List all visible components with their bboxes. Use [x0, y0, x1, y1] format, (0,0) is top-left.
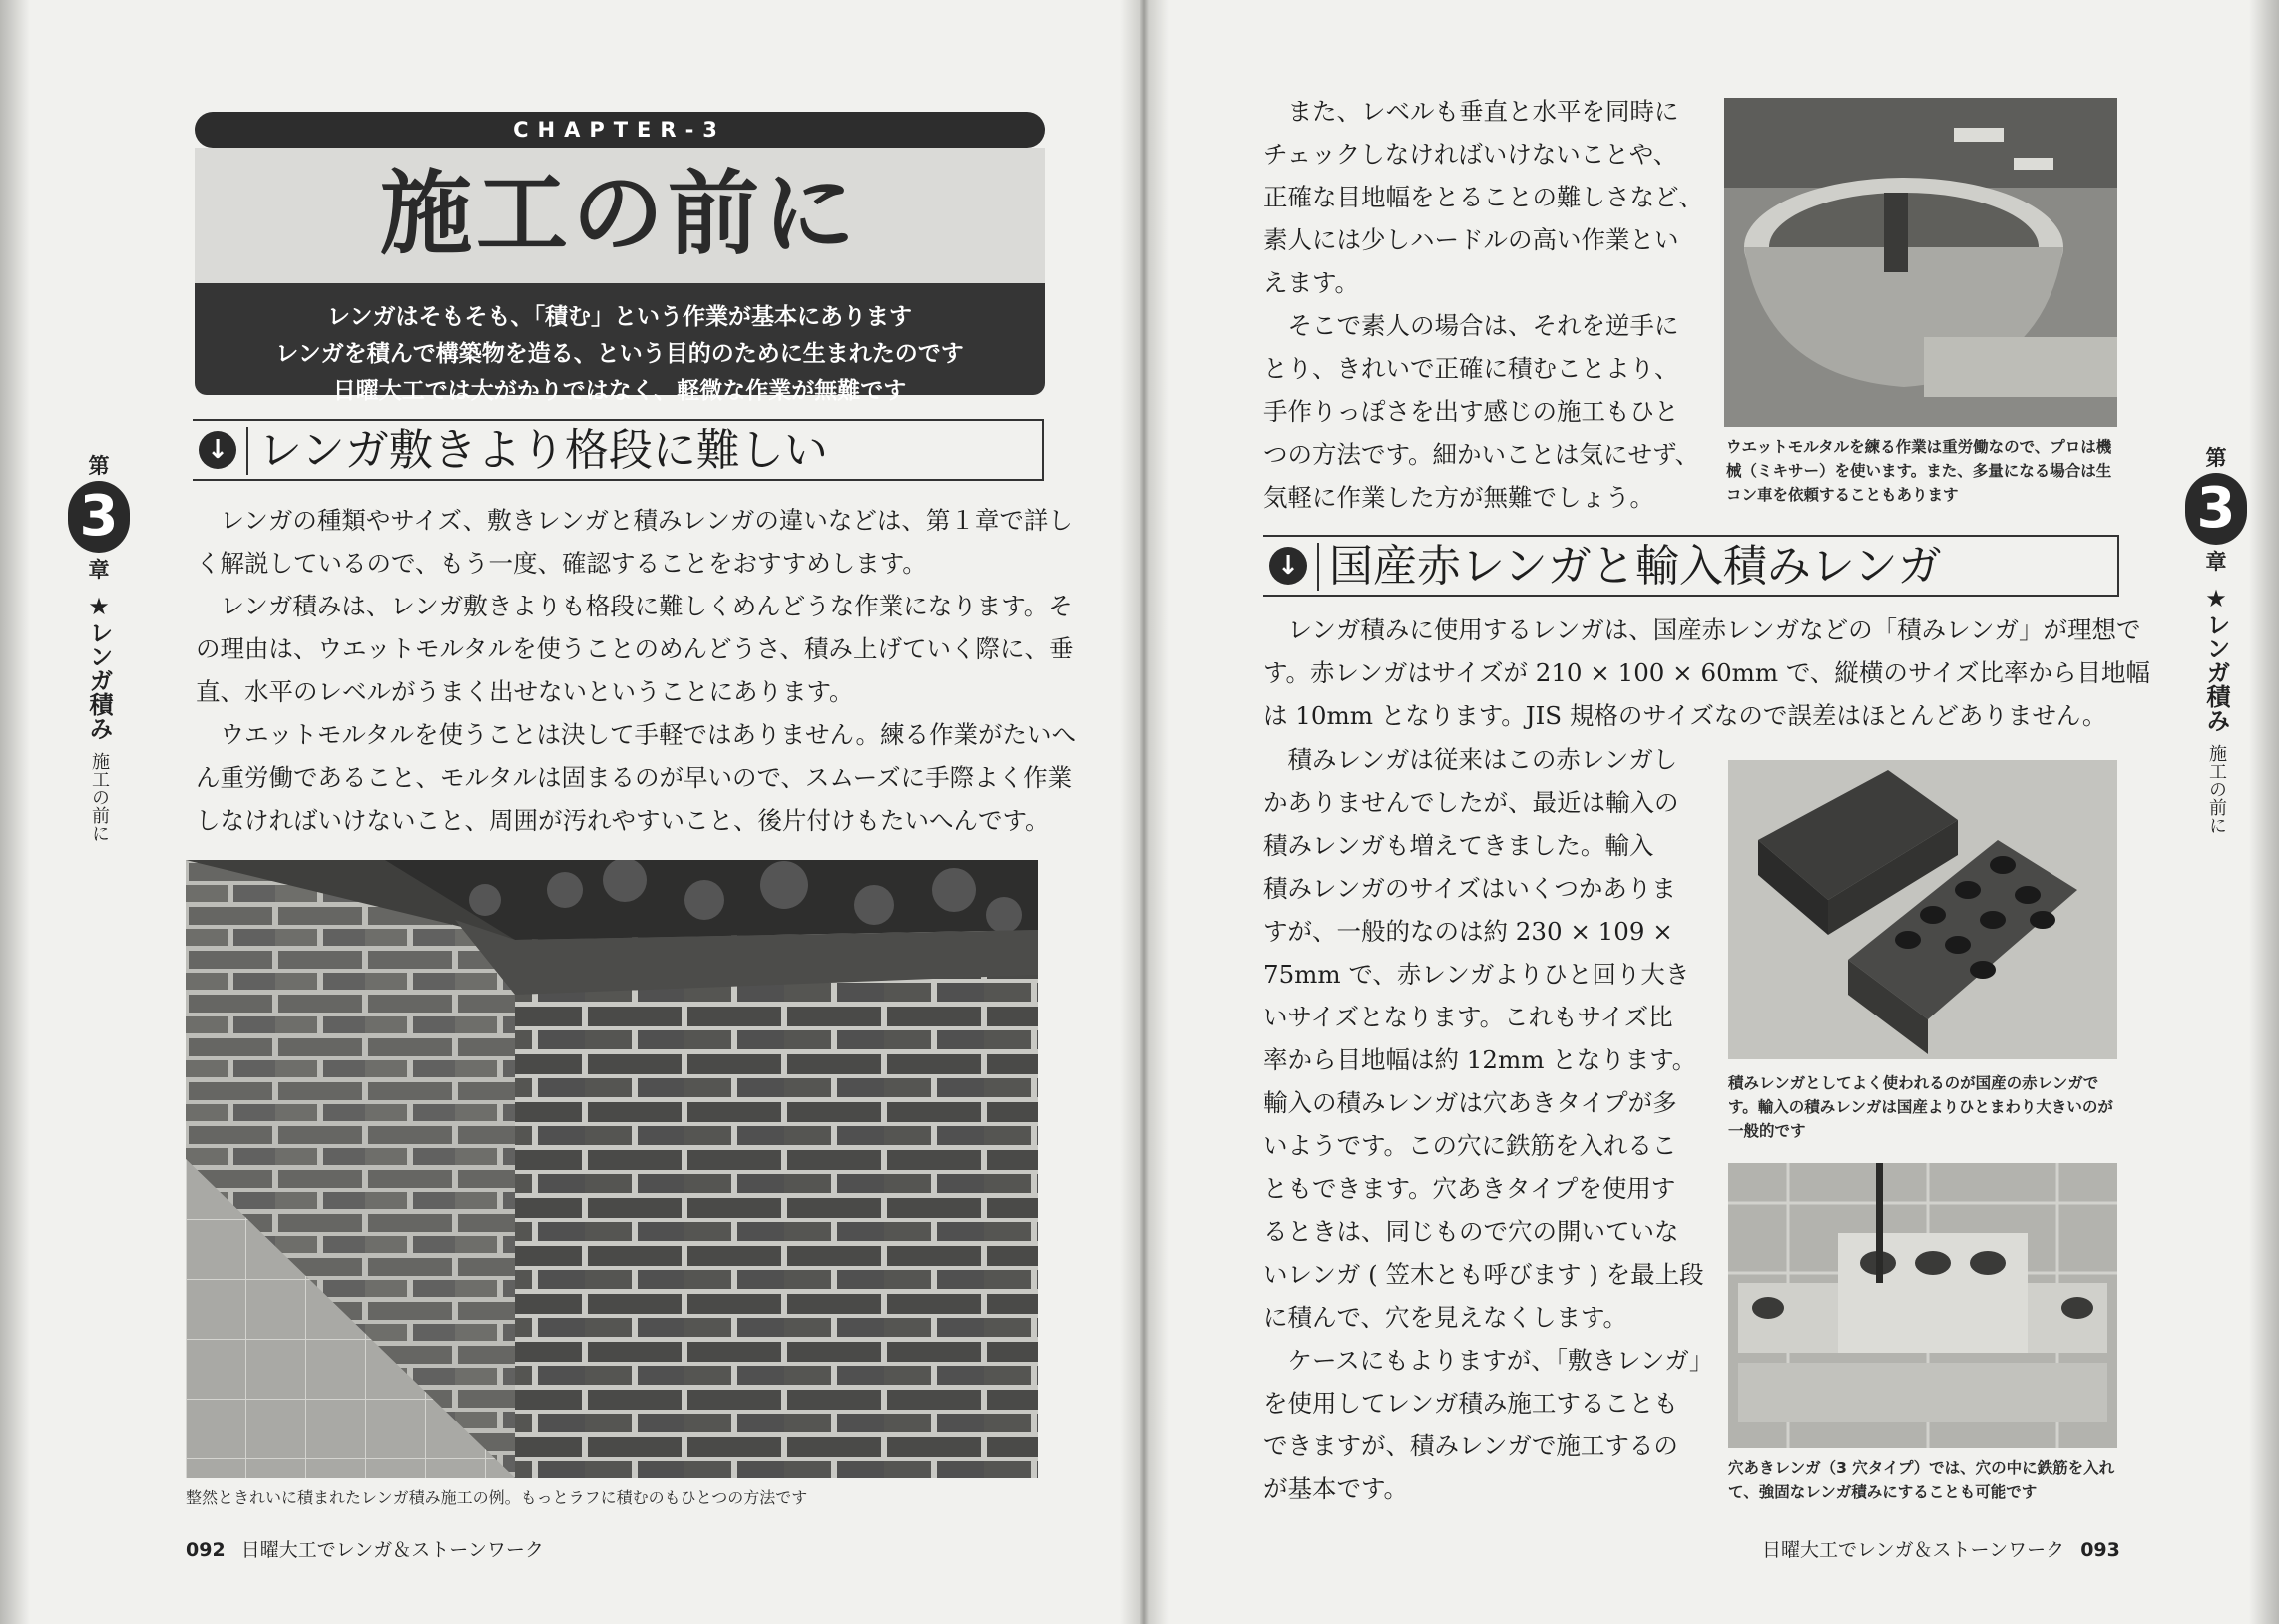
holed-brick-rebar-illustration	[1728, 1163, 2117, 1448]
chapter-intro-line: レンガはそもそも、「積む」という作業が基本にあります	[327, 304, 912, 330]
body-line: 75mm で、赤レンガよりひと回り大き	[1263, 960, 1690, 989]
side-chapter-number: 3	[2185, 473, 2247, 545]
body-line: そこで素人の場合は、それを逆手に	[1263, 311, 1679, 340]
page-number: 092	[186, 1539, 226, 1561]
right-page	[1143, 0, 2279, 1624]
side-tab-label: ★レンガ積み	[85, 593, 113, 740]
body-line: いレンガ ( 笠木とも呼びます ) を最上段	[1263, 1260, 1704, 1289]
body-line: また、レベルも垂直と水平を同時に	[1263, 97, 1679, 126]
holed-brick-rebar-photo	[1728, 1163, 2117, 1448]
section-title: 国産赤レンガと輸入積みレンガ	[1329, 541, 1942, 592]
brick-wall-illustration	[186, 860, 1038, 1478]
page-footer	[1762, 1537, 2120, 1563]
body-line: チェックしなければいけないことや、	[1263, 140, 1678, 169]
body-text-bottom	[1263, 738, 1713, 1510]
body-line: 積みレンガのサイズはいくつかありま	[1263, 874, 1676, 903]
body-line: く解説しているので、もう一度、確認することをおすすめします。	[196, 549, 927, 578]
down-arrow-icon: ↓	[199, 431, 236, 469]
body-line: 気軽に作業した方が無難でしょう。	[1263, 483, 1654, 512]
chapter-side-tab	[64, 451, 134, 842]
body-text-mid	[1263, 609, 2150, 737]
mortar-mixing-photo	[1724, 98, 2117, 427]
body-line: に積んで、穴を見えなくします。	[1263, 1303, 1628, 1332]
body-line: 率から目地幅は約 12mm となります。	[1263, 1045, 1697, 1074]
page-edge-shadow	[2249, 0, 2279, 1624]
body-text	[196, 499, 1076, 842]
brick-wall-photo	[186, 860, 1038, 1478]
body-line: ウエットモルタルを使うことは決して手軽ではありません。練る作業がたいへ	[196, 720, 1076, 749]
body-line: えます。	[1263, 268, 1360, 297]
side-tab-label: ★レンガ積み	[2202, 585, 2230, 732]
chapter-intro	[195, 283, 1045, 404]
body-line: かありませんでしたが、最近は輸入の	[1263, 788, 1679, 817]
body-line: を使用してレンガ積み施工することも	[1263, 1389, 1678, 1418]
book-title: 日曜大工でレンガ＆ストーンワーク	[240, 1539, 544, 1561]
body-line: す。赤レンガはサイズが 210 × 100 × 60mm で、縦横のサイズ比率から目地幅	[1263, 658, 2150, 687]
side-tab-bottom: 章	[2205, 550, 2227, 574]
body-line: レンガ積みに使用するレンガは、国産赤レンガなどの「積みレンガ」が理想で	[1263, 615, 2141, 644]
body-line: るときは、同じもので穴の開いていな	[1263, 1217, 1679, 1246]
body-line: とり、きれいで正確に積むことより、	[1263, 354, 1679, 383]
body-line: レンガの種類やサイズ、敷きレンガと積みレンガの違いなどは、第１章で詳し	[196, 506, 1073, 535]
body-line: レンガ積みは、レンガ敷きよりも格段に難しくめんどうな作業になります。そ	[196, 592, 1073, 620]
side-tab-sub: 施工の前に	[89, 752, 110, 842]
red-and-holed-bricks-illustration	[1728, 760, 2117, 1059]
chapter-title: 施工の前に	[195, 148, 1045, 283]
down-arrow-icon: ↓	[1269, 547, 1307, 585]
page-number: 093	[2080, 1539, 2120, 1561]
mortar-tub-illustration	[1724, 98, 2117, 427]
body-text-top	[1263, 90, 1703, 519]
body-line: しなければいけないこと、周囲が汚れやすいこと、後片付けもたいへんです。	[196, 806, 1050, 835]
body-line: は 10mm となります。JIS 規格のサイズなので誤差はほとんどありません。	[1263, 701, 2107, 730]
heading-divider	[246, 427, 248, 475]
photo-caption: 整然ときれいに積まれたレンガ積み施工の例。もっとラフに積むのもひとつの方法です	[186, 1488, 808, 1507]
body-line: 正確な目地幅をとることの難しさなど、	[1263, 183, 1703, 211]
body-line: ん重労働であること、モルタルは固まるのが早いので、スムーズに手際よく作業	[196, 763, 1073, 792]
chapter-intro-line: レンガを積んで構築物を造る、という目的のために生まれたのです	[275, 341, 964, 367]
body-line: 積みレンガは従来はこの赤レンガし	[1263, 745, 1678, 774]
photo-caption: 積みレンガとしてよく使われるのが国産の赤レンガです。輸入の積みレンガは国産よりひとまわり大きいのが一般的です	[1728, 1074, 2113, 1140]
page-footer	[186, 1537, 544, 1563]
body-line: いサイズとなります。これもサイズ比	[1263, 1003, 1673, 1031]
book-title: 日曜大工でレンガ＆ストーンワーク	[1762, 1539, 2065, 1561]
chapter-header	[195, 112, 1045, 404]
section-heading	[1263, 535, 2119, 597]
chapter-intro-line: 日曜大工では大がかりではなく、軽微な作業が無難です	[332, 378, 907, 404]
page-edge-shadow	[0, 0, 30, 1624]
body-line: すが、一般的なのは約 230 × 109 ×	[1263, 917, 1673, 946]
photo-caption: 穴あきレンガ（3 穴タイプ）では、穴の中に鉄筋を入れて、強固なレンガ積みにすることも可能です	[1728, 1459, 2115, 1501]
body-line: 直、水平のレベルがうまく出せないということにあります。	[196, 677, 854, 706]
side-tab-sub: 施工の前に	[2206, 744, 2227, 834]
body-line: が基本です。	[1263, 1474, 1409, 1503]
side-tab-top: 第	[2205, 446, 2227, 470]
body-line: の理由は、ウエットモルタルを使うことのめんどうさ、積み上げていく際に、垂	[196, 634, 1074, 663]
body-line: ともできます。穴あきタイプを使用す	[1263, 1174, 1676, 1203]
section-heading	[193, 419, 1044, 481]
chapter-side-tab	[2181, 443, 2251, 834]
body-line: 積みレンガも増えてきました。輸入	[1263, 831, 1654, 860]
side-tab-top: 第	[88, 454, 110, 478]
side-chapter-number: 3	[68, 481, 130, 553]
photo-caption: ウエットモルタルを練る作業は重労働なので、プロは機械（ミキサー）を使います。また、多量になる場合は生コン車を依頼することもあります	[1726, 438, 2112, 504]
body-line: 素人には少しハードルの高い作業とい	[1263, 225, 1679, 254]
body-line: できますが、積みレンガで施工するの	[1263, 1431, 1678, 1460]
book-gutter	[1120, 0, 1169, 1624]
side-tab-bottom: 章	[88, 558, 110, 582]
body-line: つの方法です。細かいことは気にせず、	[1263, 440, 1700, 469]
body-line: 手作りっぽさを出す感じの施工もひと	[1263, 397, 1679, 426]
section-title: レンガ敷きより格段に難しい	[258, 425, 828, 476]
chapter-label: CHAPTER-3	[195, 112, 1045, 148]
heading-divider	[1317, 543, 1319, 591]
bricks-photo	[1728, 760, 2117, 1059]
body-line: いようです。この穴に鉄筋を入れるこ	[1263, 1131, 1677, 1160]
body-line: ケースにもよりますが、「敷きレンガ」	[1263, 1346, 1714, 1375]
body-line: 輸入の積みレンガは穴あきタイプが多	[1263, 1088, 1677, 1117]
